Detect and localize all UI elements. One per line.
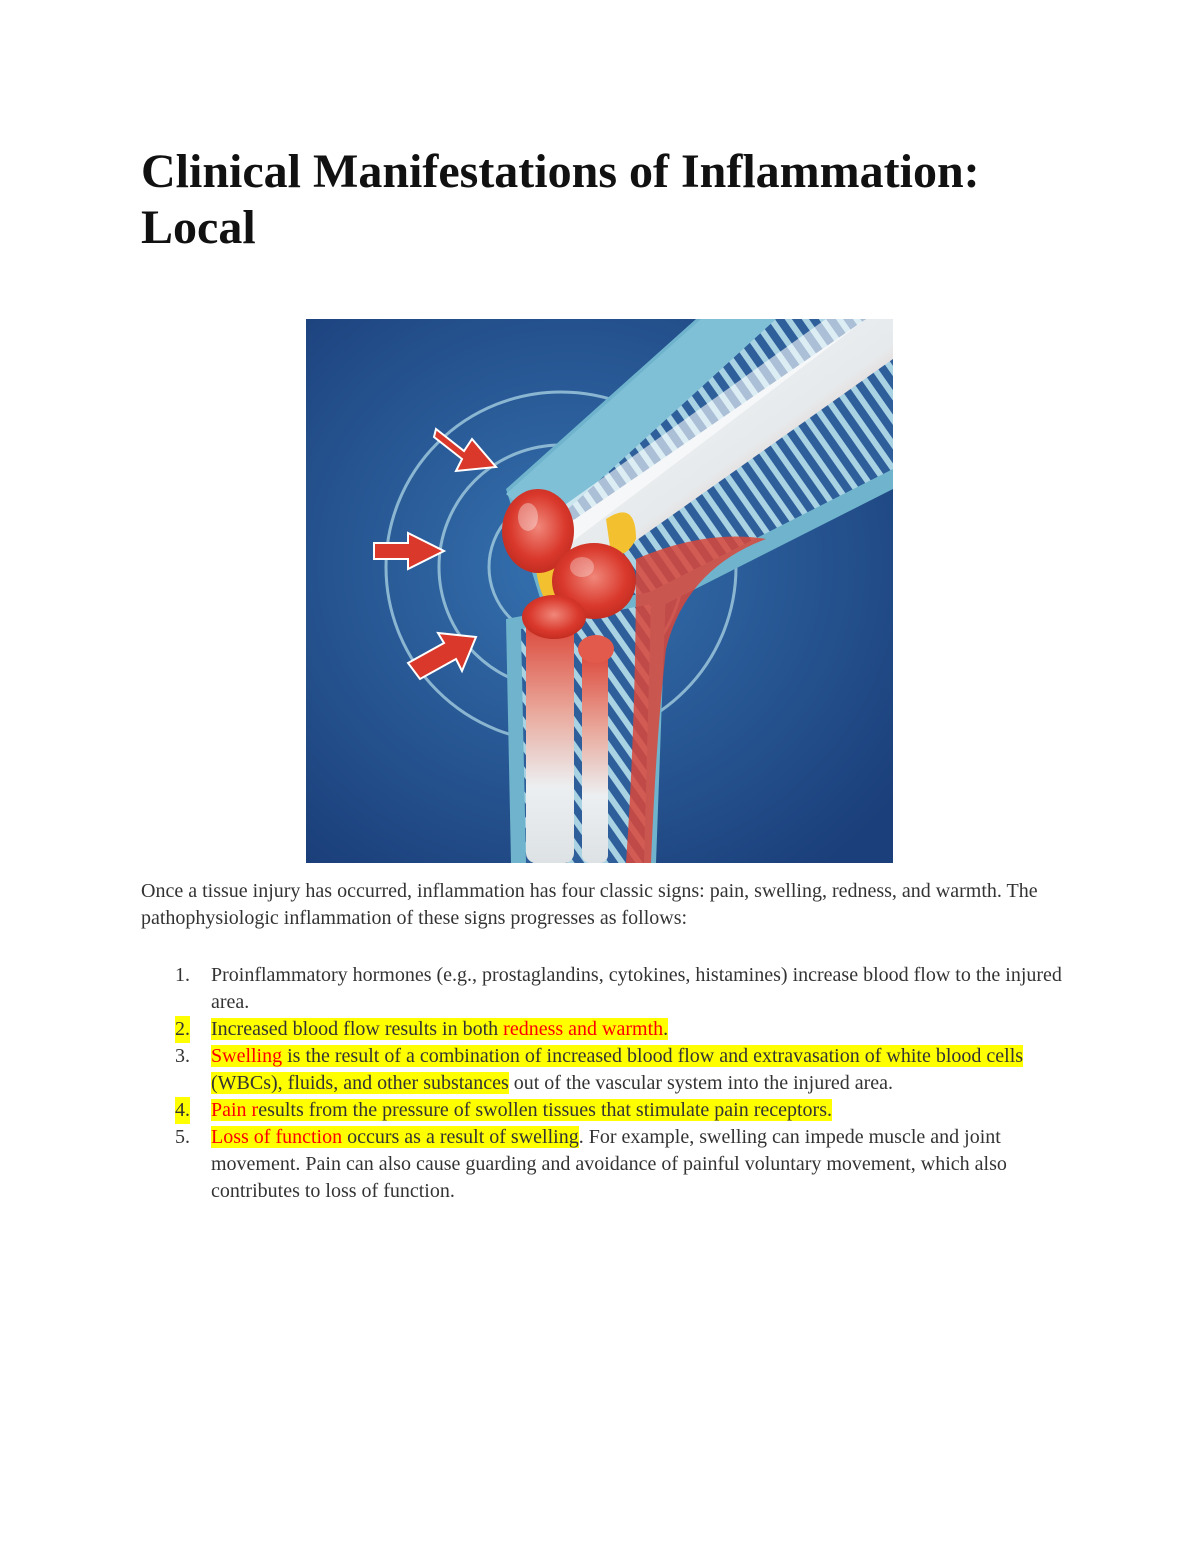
emphasis-redness-warmth: redness and warmth bbox=[503, 1018, 664, 1040]
list-item-number: 3. bbox=[175, 1045, 190, 1067]
list-item-text bbox=[211, 1099, 832, 1121]
list-item-text: Proinflammatory hormones (e.g., prostaglandins, cytokines, histamines) increase blood flow to the injured area. bbox=[211, 964, 1062, 1013]
list-item-text bbox=[211, 1045, 1023, 1094]
list-item-number: 2. bbox=[175, 1016, 190, 1043]
list-item-number: 4. bbox=[175, 1097, 190, 1124]
list-item-text-part: . bbox=[663, 1018, 669, 1040]
list-item bbox=[141, 1097, 1071, 1124]
list-item-text-part: out of the vascular system into the injured area. bbox=[508, 1072, 894, 1094]
list-item-text-part: . For example, swelling can impede muscle and joint movement. Pain can also cause guarding and avoidance of painful voluntary movement, which also contributes to loss of function. bbox=[211, 1126, 1007, 1202]
inflammation-steps-list bbox=[141, 962, 1071, 1205]
list-item bbox=[141, 962, 1071, 1016]
list-item-text-part: occurs as a result of swelling bbox=[342, 1126, 579, 1148]
emphasis-loss-of-function: Loss of function bbox=[211, 1126, 343, 1148]
list-item-text-part: is the result of a combination of increased blood flow and extravasation of white blood cells (WBCs), fluids, and other substances bbox=[211, 1045, 1024, 1094]
list-item bbox=[141, 1043, 1071, 1097]
page-title: Clinical Manifestations of Inflammation: Local bbox=[141, 145, 980, 254]
inflamed-knee-illustration bbox=[306, 319, 893, 863]
list-item-number: 5. bbox=[175, 1126, 190, 1148]
emphasis-swelling: Swelling bbox=[211, 1045, 283, 1067]
list-item-text-part: esults from the pressure of swollen tissues that stimulate pain receptors. bbox=[258, 1099, 832, 1121]
list-item-text-part: Increased blood flow results in both bbox=[211, 1018, 504, 1040]
list-item-text bbox=[211, 1018, 668, 1040]
list-item-text bbox=[211, 1126, 1007, 1202]
intro-paragraph: Once a tissue injury has occurred, inflammation has four classic signs: pain, swelling, redness, and warmth. The pathophysiologic inflammation of these signs progresses as follows: bbox=[141, 880, 1038, 929]
list-item-number: 1. bbox=[175, 964, 190, 986]
emphasis-pain: Pain r bbox=[211, 1099, 259, 1121]
list-item bbox=[141, 1124, 1071, 1205]
list-item bbox=[141, 1016, 1071, 1043]
